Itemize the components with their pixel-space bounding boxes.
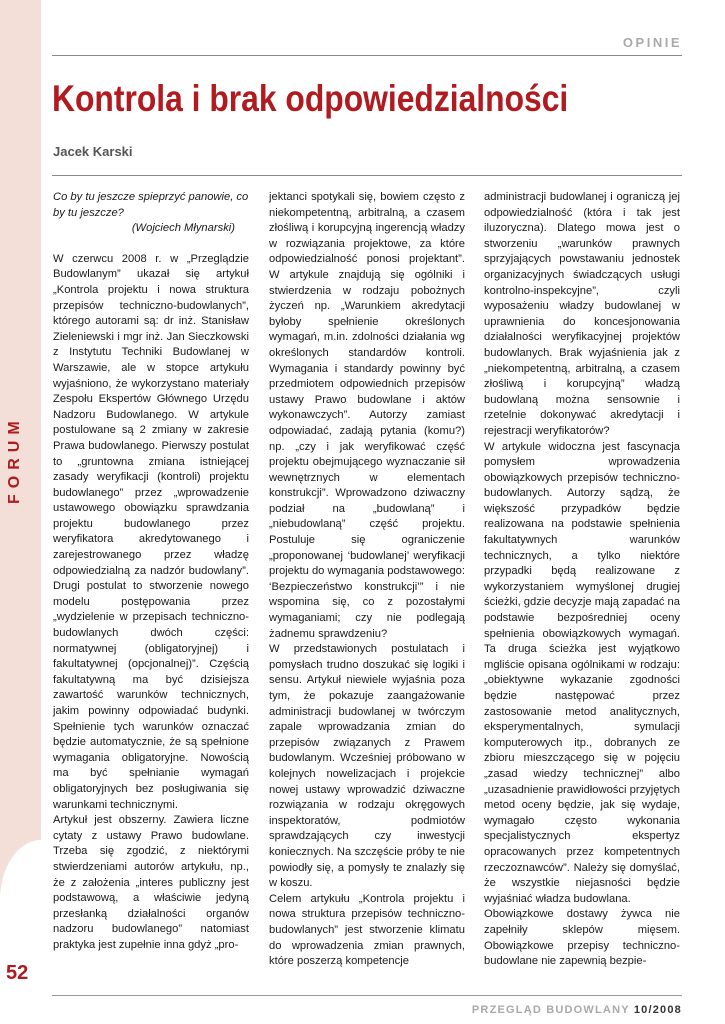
sidebar-section-label: FORUM [6,415,23,505]
footer [472,1004,682,1016]
byline-divider [52,175,682,176]
paragraph: Celem artykułu „Kontrola projektu i nowa struktura przepisów techniczno-budowlanych” jest stworzenie klimatu do wprowadzenia zmian prawnych, które poszerzą kompetencje [269,892,465,968]
footer-magazine: PRZEGLĄD BUDOWLANY [471,1004,630,1016]
text-column-3 [484,190,680,970]
header-divider [52,55,682,56]
page-number: 52 [6,962,29,984]
paragraph: W czerwcu 2008 r. w „Przeglądzie Budowlanym” ukazał się artykuł „Kontrola projektu i nowa struktura przepisów techniczno-budowlanych”, którego autorami są: dr inż. Stanisław Zieleniewski i mgr inż. Jan Sieczkowski z Instytutu Techniki Budowlanej w Warszawie, ale w stopce artykułu wyjaśniono, że wykorzystano materiały Zespołu Ekspertów Głównego Urzędu Nadzoru Budowlanego. W artykule postulowane są 2 zmiany w zakresie Prawa budowlanego. Pierwszy postulat to „gruntowna zmiana istniejącej zasady weryfikacji (kontroli) projektu budowlanego” przez „wprowadzenie ustawowego obowiązku sprawdzania projektu budowlanego przez weryfikatora akredytowanego i zarejestrowanego przez władzę odpowiedzialną za nadzór budowlany”. Drugi postulat to stworzenie nowego modelu postępowania przez „wydzielenie w przepisach techniczno-budowlanych dwóch części: normatywnej (obligatoryjnej) i fakultatywnej (opcjonalnej)”. Częścią fakultatywną ma być dzisiejsza zawartość warunków technicznych, jakim powinny odpowiadać budynki. Spełnienie tych warunków oznaczać będzie automatycznie, że są spełnione wymagania obligatoryjne. Nowością ma być spełnianie wymagań obligatoryjnych bez posługiwania się warunkami technicznymi. [53,252,249,811]
footer-divider [52,995,682,996]
paragraph: W przedstawionych postulatach i pomysłach trudno doszukać się logiki i sensu. Artykuł niewiele wyjaśnia poza tym, że pokazuje zaangażowanie administracji budowlanej w twórczym zapale wprowadzania zmian do przepisów związanych z Prawem budowlanym. Wcześniej próbowano w kolejnych nowelizacjach i projekcie nowej ustawy wprowadzić dziwaczne rozwiązania w rodzaju okręgowych inspektoratów, podmiotów sprawdzających czy inwestycji koniecznych. Na szczęście próby te nie powiodły się, a pomysły te znalazły się w koszu. [269,643,465,890]
footer-issue: 10/2008 [633,1004,682,1016]
epigraph-text: Co by tu jeszcze spieprzyć panowie, co by tu jeszcze? [53,191,249,219]
article-title: Kontrola i brak odpowiedzialności [52,78,569,119]
article-author: Jacek Karski [53,144,133,159]
text-column-1 [53,190,249,954]
paragraph: Artykuł jest obszerny. Zawiera liczne cytaty z ustawy Prawo budowlane. Trzeba się zgodzić, z niektórymi stwierdzeniami autorów artykułu, np., że z założenia „interes publiczny jest podstawową, a właściwie jedyną przesłanką działalności organów nadzoru budowlanego” natomiast praktyka jest zupełnie inna gdyż „pro- [53,814,249,951]
paragraph: W artykule widoczna jest fascynacja pomysłem wprowadzenia obowiązkowych przepisów techniczno-budowlanych. Autorzy sądzą, że większość przypadków będzie realizowana na podstawie spełnienia fakultatywnych warunków technicznych, a tylko niektóre przypadki będą realizowane z wykorzystaniem wymyślonej drugiej ścieżki, gdzie decyzje mają zapadać na podstawie bezpośredniej oceny spełnienia obowiązkowych wymagań. Ta druga ścieżka jest wyjątkowo mgliście opisana ogólnikami w rodzaju: „obiektywne wykazanie zgodności będzie następować przez zastosowanie metod analitycznych, eksperymentalnych, symulacji komputerowych itp., dobranych ze zbioru mieszczącego się w pojęciu „zasad wiedzy technicznej” albo „uzasadnienie prawidłowości przyjętych metod oceny będzie, jak się wydaje, wymagało często wykonania specjalistycznych ekspertyz opracowanych przez kompetentnych rzeczoznawców”. Należy się domyślać, że wszystkie niejasności będzie wyjaśniać władza budowlana. [484,440,680,905]
epigraph [53,190,249,237]
section-label: OPINIE [622,35,682,50]
text-column-2 [269,190,465,970]
paragraph: Obowiązkowe dostawy żywca nie zapełniły sklepów mięsem. Obowiązkowe przepisy techniczno-budowlane nie zapewnią bezpie- [484,908,680,968]
paragraph: jektanci spotykali się, bowiem często z niekompetentną, arbitralną, a czasem złośliwą i korupcyjną ingerencją władzy w rozwiązania projektowe, za które odpowiedzialność ponosi projektant”. W artykule znajdują się ogólniki i stwierdzenia w rodzaju pobożnych życzeń np. „Warunkiem akredytacji byłoby spełnienie określonych wymagań, m.in. zdolności działania wg określonych standardów kontroli. Wymagania i standardy powinny być przedmiotem odpowiednich przepisów ustawy Prawo budowlane i aktów wykonawczych”. Autorzy zamiast odpowiadać, zadają pytania (komu?) np. „czy i jak weryfikować część projektu obejmującego wyznaczanie sił wewnętrznych w elementach konstrukcji”. Wprowadzono dziwaczny podział na „budowlaną” i „niebudowlaną” część projektu. Postuluje się ograniczenie „proponowanej ‘budowlanej’ weryfikacji projektu do wymagania podstawowego: ‘Bezpieczeństwo konstrukcji’” i nie wspomina się, co z pozostałymi wymaganiami; czy nie podlegają żadnemu sprawdzeniu? [269,191,465,640]
paragraph: administracji budowlanej i ograniczą jej odpowiedzialność (która i tak jest iluzoryczna). Dlatego mowa jest o stworzeniu „warunków prawnych sprzyjających powstawaniu jednostek organizacyjnych świadczących usługi kontrolno-inspekcyjne”, czyli wyposażeniu władzy budowlanej w uprawnienia do koncesjonowania działalności weryfikacyjnej projektów budowlanych. Brak wyjaśnienia jak z „niekompetentną, arbitralną, a czasem złośliwą i korupcyjną” władzą budowlaną można sensownie i rzetelnie dokonywać akredytacji i rejestracji weryfikatorów? [484,191,680,437]
sidebar-curve [0,840,41,1024]
epigraph-attribution: (Wojciech Młynarski) [131,222,235,235]
